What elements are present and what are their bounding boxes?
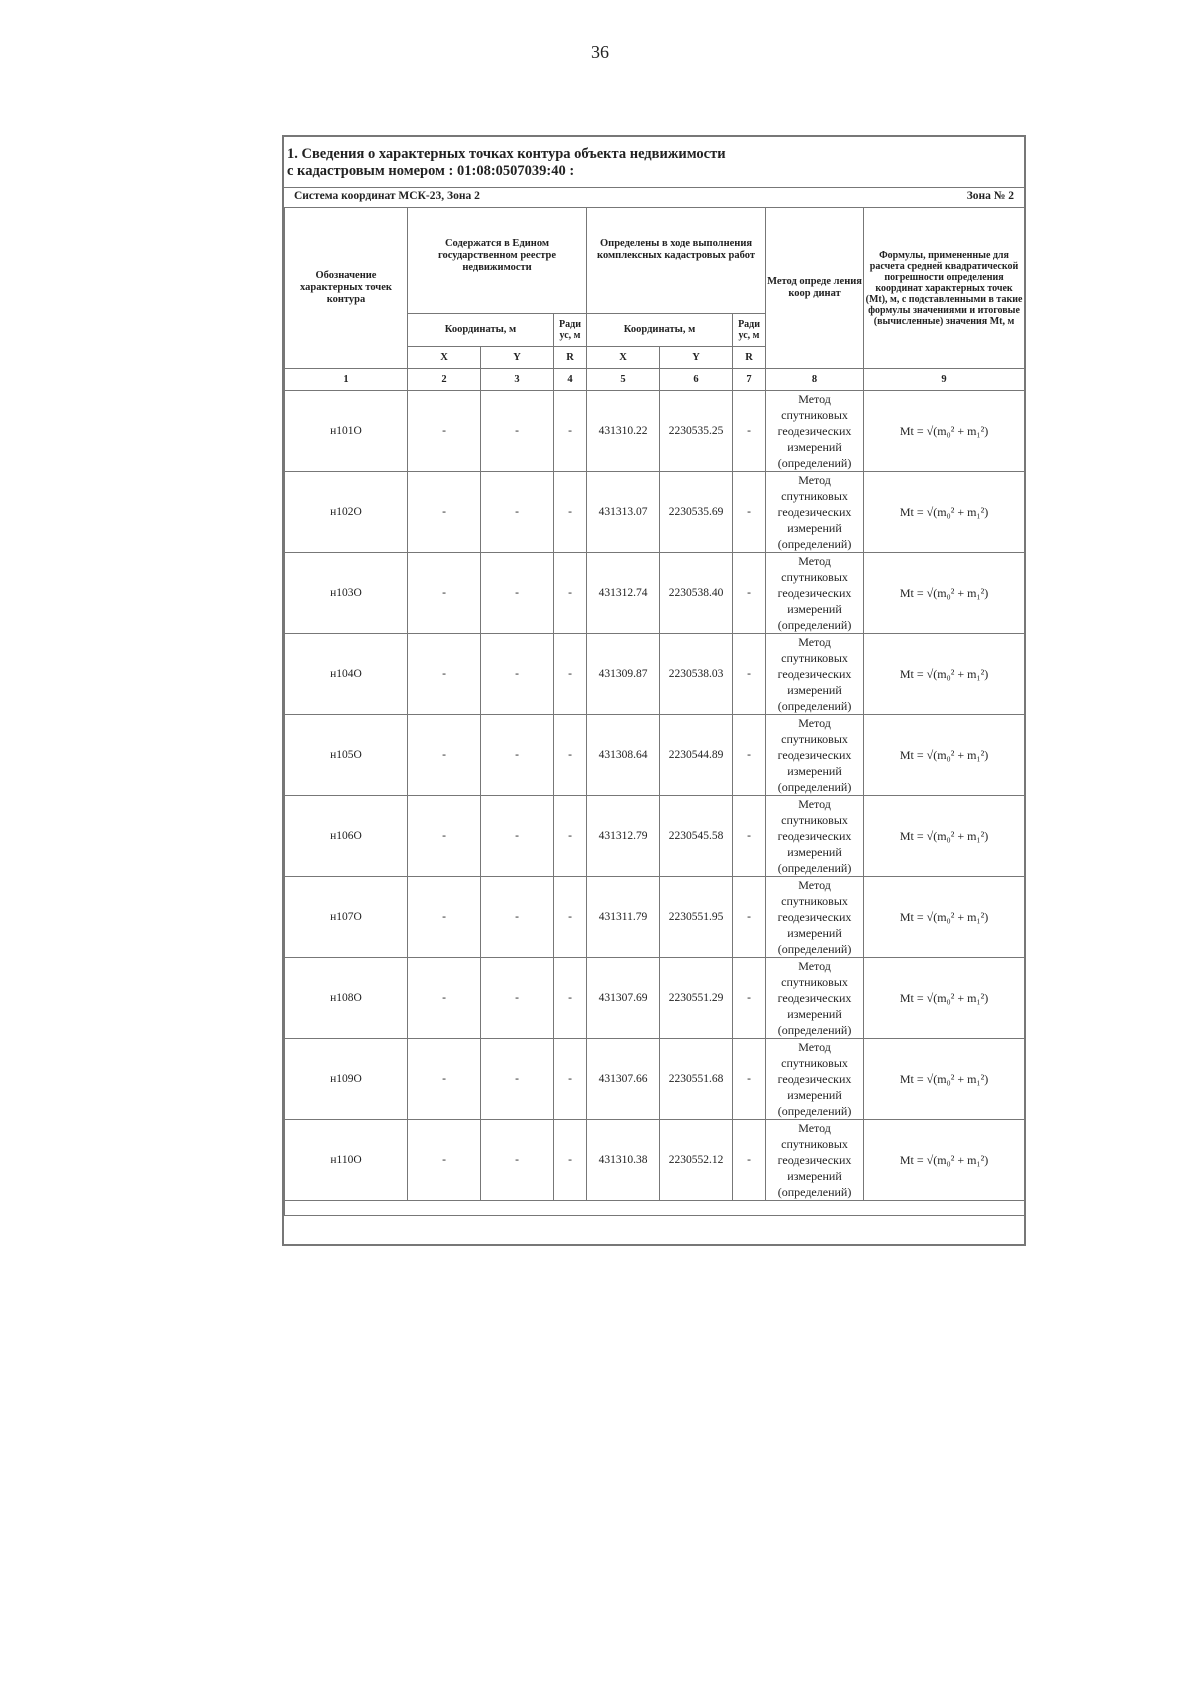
egrn-r: - bbox=[554, 796, 587, 877]
point-designation: н109О bbox=[285, 1039, 408, 1120]
egrn-x: - bbox=[408, 1039, 481, 1120]
point-designation: н105О bbox=[285, 715, 408, 796]
formula-cell: Mt = √(m₀² + m₁²) bbox=[864, 472, 1025, 553]
table-row bbox=[285, 958, 1025, 1039]
coord-y: 2230538.40 bbox=[660, 553, 733, 634]
column-number: 9 bbox=[864, 369, 1025, 391]
formula-cell: Mt = √(m₀² + m₁²) bbox=[864, 553, 1025, 634]
egrn-r: - bbox=[554, 391, 587, 472]
title-line-2: с кадастровым номером : 01:08:0507039:40 : bbox=[287, 163, 575, 179]
coord-r: - bbox=[733, 1039, 766, 1120]
column-number: 1 bbox=[285, 369, 408, 391]
column-number: 5 bbox=[587, 369, 660, 391]
point-designation: н104О bbox=[285, 634, 408, 715]
egrn-y: - bbox=[481, 472, 554, 553]
egrn-r: - bbox=[554, 715, 587, 796]
header-egrn-x: X bbox=[408, 347, 481, 369]
egrn-r: - bbox=[554, 958, 587, 1039]
table-header bbox=[285, 208, 1025, 391]
zone-label: Зона № 2 bbox=[966, 190, 1014, 202]
egrn-x: - bbox=[408, 796, 481, 877]
coordinate-system: Система координат МСК-23, Зона 2 bbox=[294, 190, 480, 202]
header-egrn-r: R bbox=[554, 347, 587, 369]
document-title bbox=[287, 146, 1007, 180]
method-cell: Метод спутниковых геодезических измерений (определений) bbox=[766, 715, 864, 796]
egrn-x: - bbox=[408, 634, 481, 715]
formula-cell: Mt = √(m₀² + m₁²) bbox=[864, 1039, 1025, 1120]
coord-r: - bbox=[733, 877, 766, 958]
point-designation: н107О bbox=[285, 877, 408, 958]
coordinate-system-line bbox=[284, 187, 1024, 206]
header-complex-radius: Ради ус, м bbox=[733, 314, 766, 347]
header-egrn-group: Содержатся в Едином государственном реестре недвижимости bbox=[408, 208, 587, 314]
coord-x: 431307.69 bbox=[587, 958, 660, 1039]
table-row bbox=[285, 472, 1025, 553]
point-designation: н108О bbox=[285, 958, 408, 1039]
egrn-y: - bbox=[481, 634, 554, 715]
coord-y: 2230551.68 bbox=[660, 1039, 733, 1120]
method-cell: Метод спутниковых геодезических измерений (определений) bbox=[766, 634, 864, 715]
coord-y: 2230545.58 bbox=[660, 796, 733, 877]
table-body bbox=[285, 391, 1025, 1201]
header-complex-x: X bbox=[587, 347, 660, 369]
formula-cell: Mt = √(m₀² + m₁²) bbox=[864, 391, 1025, 472]
coord-x: 431311.79 bbox=[587, 877, 660, 958]
coord-r: - bbox=[733, 958, 766, 1039]
coord-x: 431309.87 bbox=[587, 634, 660, 715]
header-egrn-coords: Координаты, м bbox=[408, 314, 554, 347]
point-designation: н106О bbox=[285, 796, 408, 877]
header-complex-coords: Координаты, м bbox=[587, 314, 733, 347]
coord-y: 2230551.29 bbox=[660, 958, 733, 1039]
table-row bbox=[285, 796, 1025, 877]
table-row bbox=[285, 1039, 1025, 1120]
column-number: 7 bbox=[733, 369, 766, 391]
point-designation: н102О bbox=[285, 472, 408, 553]
header-complex-r: R bbox=[733, 347, 766, 369]
header-egrn-radius: Ради ус, м bbox=[554, 314, 587, 347]
egrn-r: - bbox=[554, 877, 587, 958]
method-cell: Метод спутниковых геодезических измерений (определений) bbox=[766, 796, 864, 877]
egrn-y: - bbox=[481, 553, 554, 634]
coord-x: 431312.74 bbox=[587, 553, 660, 634]
empty-footer-cell bbox=[285, 1201, 1025, 1216]
coord-x: 431313.07 bbox=[587, 472, 660, 553]
method-cell: Метод спутниковых геодезических измерений (определений) bbox=[766, 391, 864, 472]
method-cell: Метод спутниковых геодезических измерений (определений) bbox=[766, 958, 864, 1039]
coord-x: 431308.64 bbox=[587, 715, 660, 796]
egrn-y: - bbox=[481, 1120, 554, 1201]
egrn-x: - bbox=[408, 1120, 481, 1201]
method-cell: Метод спутниковых геодезических измерений (определений) bbox=[766, 553, 864, 634]
coord-y: 2230552.12 bbox=[660, 1120, 733, 1201]
coord-x: 431310.22 bbox=[587, 391, 660, 472]
header-formulas: Формулы, примененные для расчета средней квадратической погрешности определения координат характерных точек (Mt), м, с подставленными в такие формулы значениями и итоговые (вычисленные) значения Mt, м bbox=[864, 208, 1025, 369]
egrn-x: - bbox=[408, 958, 481, 1039]
coord-r: - bbox=[733, 715, 766, 796]
document-frame bbox=[282, 135, 1026, 1246]
title-line-1: 1. Сведения о характерных точках контура объекта недвижимости bbox=[287, 146, 726, 162]
method-cell: Метод спутниковых геодезических измерений (определений) bbox=[766, 1039, 864, 1120]
column-number-row bbox=[285, 369, 1025, 391]
header-complex-works-group: Определены в ходе выполнения комплексных кадастровых работ bbox=[587, 208, 766, 314]
column-number: 2 bbox=[408, 369, 481, 391]
header-egrn-y: Y bbox=[481, 347, 554, 369]
header-method: Метод опреде ления коор динат bbox=[766, 208, 864, 369]
table-row bbox=[285, 1120, 1025, 1201]
egrn-x: - bbox=[408, 715, 481, 796]
coord-r: - bbox=[733, 1120, 766, 1201]
coord-r: - bbox=[733, 634, 766, 715]
header-point-designation: Обозначение характерных точек контура bbox=[285, 208, 408, 369]
coord-r: - bbox=[733, 796, 766, 877]
table-row bbox=[285, 715, 1025, 796]
coord-y: 2230551.95 bbox=[660, 877, 733, 958]
points-table bbox=[284, 207, 1025, 1216]
coord-r: - bbox=[733, 553, 766, 634]
header-complex-y: Y bbox=[660, 347, 733, 369]
table-footer-empty-row bbox=[285, 1201, 1025, 1216]
coord-r: - bbox=[733, 391, 766, 472]
point-designation: н103О bbox=[285, 553, 408, 634]
coord-y: 2230538.03 bbox=[660, 634, 733, 715]
egrn-y: - bbox=[481, 391, 554, 472]
formula-cell: Mt = √(m₀² + m₁²) bbox=[864, 958, 1025, 1039]
method-cell: Метод спутниковых геодезических измерений (определений) bbox=[766, 472, 864, 553]
egrn-x: - bbox=[408, 877, 481, 958]
formula-cell: Mt = √(m₀² + m₁²) bbox=[864, 715, 1025, 796]
egrn-y: - bbox=[481, 796, 554, 877]
egrn-r: - bbox=[554, 472, 587, 553]
formula-cell: Mt = √(m₀² + m₁²) bbox=[864, 877, 1025, 958]
coord-x: 431312.79 bbox=[587, 796, 660, 877]
column-number: 3 bbox=[481, 369, 554, 391]
coord-y: 2230535.69 bbox=[660, 472, 733, 553]
egrn-x: - bbox=[408, 391, 481, 472]
egrn-r: - bbox=[554, 553, 587, 634]
column-number: 4 bbox=[554, 369, 587, 391]
method-cell: Метод спутниковых геодезических измерений (определений) bbox=[766, 877, 864, 958]
egrn-y: - bbox=[481, 715, 554, 796]
formula-cell: Mt = √(m₀² + m₁²) bbox=[864, 1120, 1025, 1201]
egrn-y: - bbox=[481, 958, 554, 1039]
method-cell: Метод спутниковых геодезических измерений (определений) bbox=[766, 1120, 864, 1201]
formula-cell: Mt = √(m₀² + m₁²) bbox=[864, 634, 1025, 715]
egrn-y: - bbox=[481, 1039, 554, 1120]
page-number: 36 bbox=[591, 42, 609, 62]
coord-r: - bbox=[733, 472, 766, 553]
formula-cell: Mt = √(m₀² + m₁²) bbox=[864, 796, 1025, 877]
egrn-r: - bbox=[554, 634, 587, 715]
point-designation: н101О bbox=[285, 391, 408, 472]
table-row bbox=[285, 391, 1025, 472]
egrn-x: - bbox=[408, 472, 481, 553]
egrn-y: - bbox=[481, 877, 554, 958]
column-number: 6 bbox=[660, 369, 733, 391]
egrn-x: - bbox=[408, 553, 481, 634]
coord-x: 431310.38 bbox=[587, 1120, 660, 1201]
coord-x: 431307.66 bbox=[587, 1039, 660, 1120]
coord-y: 2230544.89 bbox=[660, 715, 733, 796]
egrn-r: - bbox=[554, 1120, 587, 1201]
egrn-r: - bbox=[554, 1039, 587, 1120]
table-row bbox=[285, 877, 1025, 958]
table-row bbox=[285, 634, 1025, 715]
point-designation: н110О bbox=[285, 1120, 408, 1201]
table-row bbox=[285, 553, 1025, 634]
coord-y: 2230535.25 bbox=[660, 391, 733, 472]
column-number: 8 bbox=[766, 369, 864, 391]
